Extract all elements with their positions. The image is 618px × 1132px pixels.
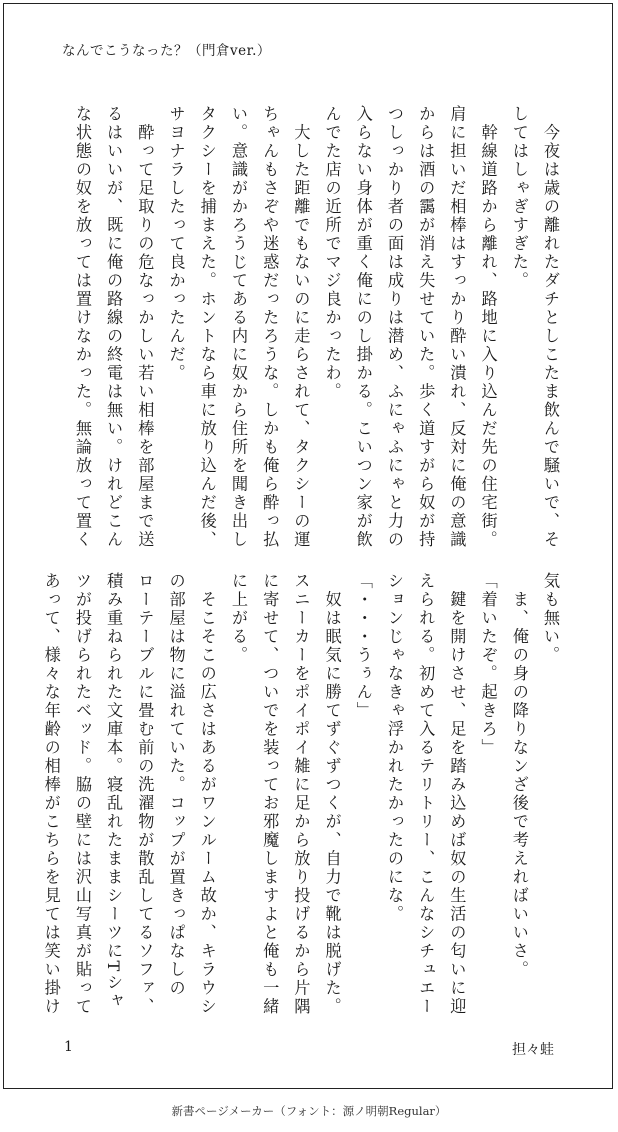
text-line: そこそこの広さはあるがワンルーム故か、キラウシ	[197, 572, 217, 1016]
page-frame	[3, 3, 613, 1089]
text-line: 「・・・うぅん」	[353, 572, 373, 720]
text-line: ま、俺の身の降りなンざ後で考えればいいさ。	[509, 572, 529, 979]
text-line: つしっかり者の面は成りは潜め、ふにゃふにゃと力の	[384, 105, 404, 549]
text-line: 酔って足取りの危なっかしい若い相棒を部屋まで送	[135, 105, 155, 549]
text-line: サヨナラしたって良かったんだ。	[166, 105, 186, 383]
text-line: ションじゃなきゃ浮かれたかったのにな。	[384, 572, 404, 924]
text-line: い。意識がかろうじてある内に奴から住所を聞き出し	[228, 105, 248, 549]
text-line: に寄せて、ついでを装ってお邪魔しますよと俺も一緒	[260, 572, 280, 1016]
text-line: 肩に担いだ相棒はすっかり酔い潰れ、反対に俺の意識	[447, 105, 467, 549]
text-line: な状態の奴を放っては置けなかった。無論放って置く	[72, 105, 92, 549]
text-line: 気も無い。	[541, 572, 560, 665]
text-line: 「着いたぞ。起きろ」	[478, 572, 498, 757]
text-line: からは酒の靄が消え失せていた。歩く道すがら奴が持	[416, 105, 436, 549]
text-line: 大した距離でもないのに走らされて、タクシーの運	[291, 105, 311, 549]
text-line: 鍵を開けさせ、足を踏み込めば奴の生活の匂いに迎	[447, 572, 467, 1016]
text-line: タクシーを捕まえた。ホントなら車に放り込んだ後、	[197, 105, 217, 549]
text-line: えられる。初めて入るテリトリー、こんなシチュエー	[416, 572, 436, 1016]
text-line: 幹線道路から離れ、路地に入り込んだ先の住宅街。	[478, 105, 498, 549]
page-title: なんでこうなった？（門倉ver.）	[62, 43, 271, 59]
body-text-upper	[58, 105, 566, 549]
text-line: ローテーブルに畳む前の洗濯物が散乱してるソファ、	[135, 572, 155, 1016]
page-number: 1	[64, 1039, 73, 1055]
text-line: の部屋は物に溢れていた。コップが置きっぱなしの	[166, 572, 186, 998]
author-name: 担々蛙	[512, 1042, 554, 1058]
text-line: ツが投げられたベッド。脇の壁には沢山写真が貼って	[72, 572, 92, 1016]
text-line: 今夜は歳の離れたダチとしこたま飲んで騒いで、そ	[541, 105, 560, 549]
text-line: してはしゃぎすぎた。	[509, 105, 529, 290]
text-line: 奴は眠気に勝てずぐずつくが、自力で靴は脱げた。	[322, 572, 342, 1016]
text-line: ちゃんもさぞや迷惑だったろうな。しかも俺ら酔っ払	[260, 105, 280, 549]
generator-caption: 新書ページメーカー（フォント：源ノ明朝Regular）	[171, 1104, 447, 1118]
text-line: あって、様々な年齢の相棒がこちらを見ては笑い掛け	[41, 572, 61, 1016]
text-line: スニーカーをポイポイ雑に足から放り投げるから片隅	[291, 572, 311, 1016]
text-line: るはいいが、既に俺の路線の終電は無い。けれどこん	[104, 105, 124, 549]
text-line: 入らない身体が重く俺にのし掛かる。こいつン家が飲	[353, 105, 373, 549]
text-line: に上がる。	[228, 572, 248, 665]
body-text-lower	[41, 572, 566, 1016]
text-line: んでた店の近所でマジ良かったわ。	[322, 105, 342, 401]
text-line: 積み重ねられた文庫本。寝乱れたままシーツにTシャ	[104, 572, 124, 1011]
